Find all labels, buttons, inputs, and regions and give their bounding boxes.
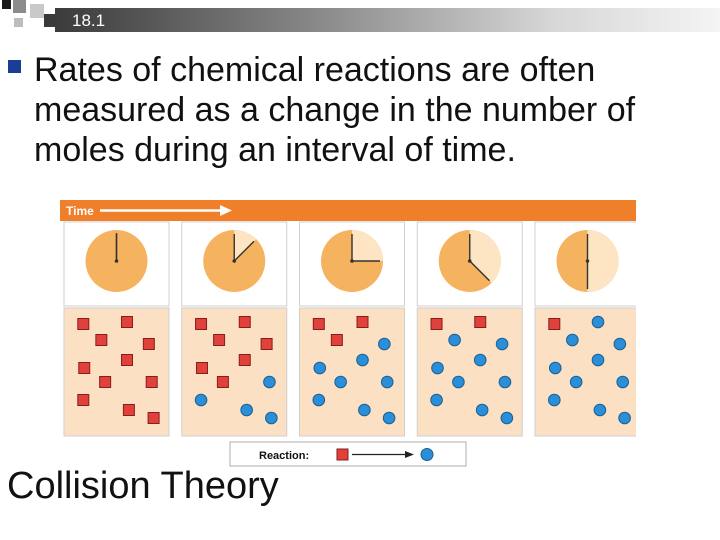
reactant-square <box>78 319 89 330</box>
reaction-rate-figure <box>60 200 636 475</box>
product-circle <box>570 376 582 388</box>
corner-squares-decoration <box>0 0 60 32</box>
reaction-label: Reaction: <box>259 450 310 462</box>
clock-center <box>232 259 236 263</box>
product-circle <box>432 362 444 374</box>
legend-reactant-square <box>337 449 348 460</box>
bullet-text: Rates of chemical reactions are often measured as a change in the number of moles during an interval of time. <box>34 51 636 169</box>
product-circle <box>383 412 395 424</box>
product-circle <box>314 362 326 374</box>
product-circle <box>501 412 513 424</box>
reactant-square <box>261 339 272 350</box>
header-stripe <box>55 8 720 32</box>
reactant-square <box>549 319 560 330</box>
reactant-square <box>123 405 134 416</box>
title-bar <box>0 0 720 32</box>
product-circle <box>264 376 276 388</box>
time-panel-2 <box>182 222 287 436</box>
product-circle <box>241 404 253 416</box>
panels-group <box>64 222 636 436</box>
product-circle <box>617 376 629 388</box>
reactant-square <box>122 317 133 328</box>
product-circle <box>619 412 631 424</box>
reactant-square <box>96 335 107 346</box>
product-circle <box>313 394 325 406</box>
reactant-square <box>146 377 157 388</box>
reactant-square <box>431 319 442 330</box>
clock-center <box>468 259 472 263</box>
reactant-square <box>122 355 133 366</box>
product-circle <box>195 394 207 406</box>
reactant-square <box>214 335 225 346</box>
product-circle <box>453 376 465 388</box>
reactant-square <box>217 377 228 388</box>
clock-center <box>350 259 354 263</box>
product-circle <box>614 338 626 350</box>
product-circle <box>592 316 604 328</box>
reactant-square <box>331 335 342 346</box>
reactant-square <box>100 377 111 388</box>
product-circle <box>357 354 369 366</box>
reactant-square <box>313 319 324 330</box>
product-circle <box>474 354 486 366</box>
product-circle <box>381 376 393 388</box>
product-circle <box>594 404 606 416</box>
time-panel-1 <box>64 222 169 436</box>
square-bullet-icon <box>8 60 21 73</box>
reactant-square <box>197 363 208 374</box>
reactant-square <box>357 317 368 328</box>
product-circle <box>359 404 371 416</box>
product-circle <box>496 338 508 350</box>
product-circle <box>449 334 461 346</box>
product-circle <box>499 376 511 388</box>
product-circle <box>379 338 391 350</box>
product-circle <box>592 354 604 366</box>
time-panel-4 <box>417 222 522 436</box>
reactant-square <box>79 363 90 374</box>
product-circle <box>567 334 579 346</box>
product-circle <box>549 394 561 406</box>
time-label: Time <box>66 204 94 218</box>
reactant-square <box>239 317 250 328</box>
reactant-square <box>239 355 250 366</box>
section-number: 18.1 <box>72 11 106 30</box>
footer-title: Collision Theory <box>7 465 279 507</box>
reactant-square <box>196 319 207 330</box>
reactant-square <box>143 339 154 350</box>
reaction-rate-diagram <box>60 200 636 470</box>
clock-center <box>115 259 119 263</box>
product-circle <box>335 376 347 388</box>
product-circle <box>431 394 443 406</box>
time-panel-5 <box>535 222 636 436</box>
time-panel-3 <box>300 222 405 436</box>
clock-center <box>586 259 590 263</box>
reactant-square <box>148 413 159 424</box>
product-circle <box>266 412 278 424</box>
product-circle <box>549 362 561 374</box>
reactant-square <box>475 317 486 328</box>
product-circle <box>476 404 488 416</box>
legend-product-circle <box>421 449 433 461</box>
reactant-square <box>78 395 89 406</box>
